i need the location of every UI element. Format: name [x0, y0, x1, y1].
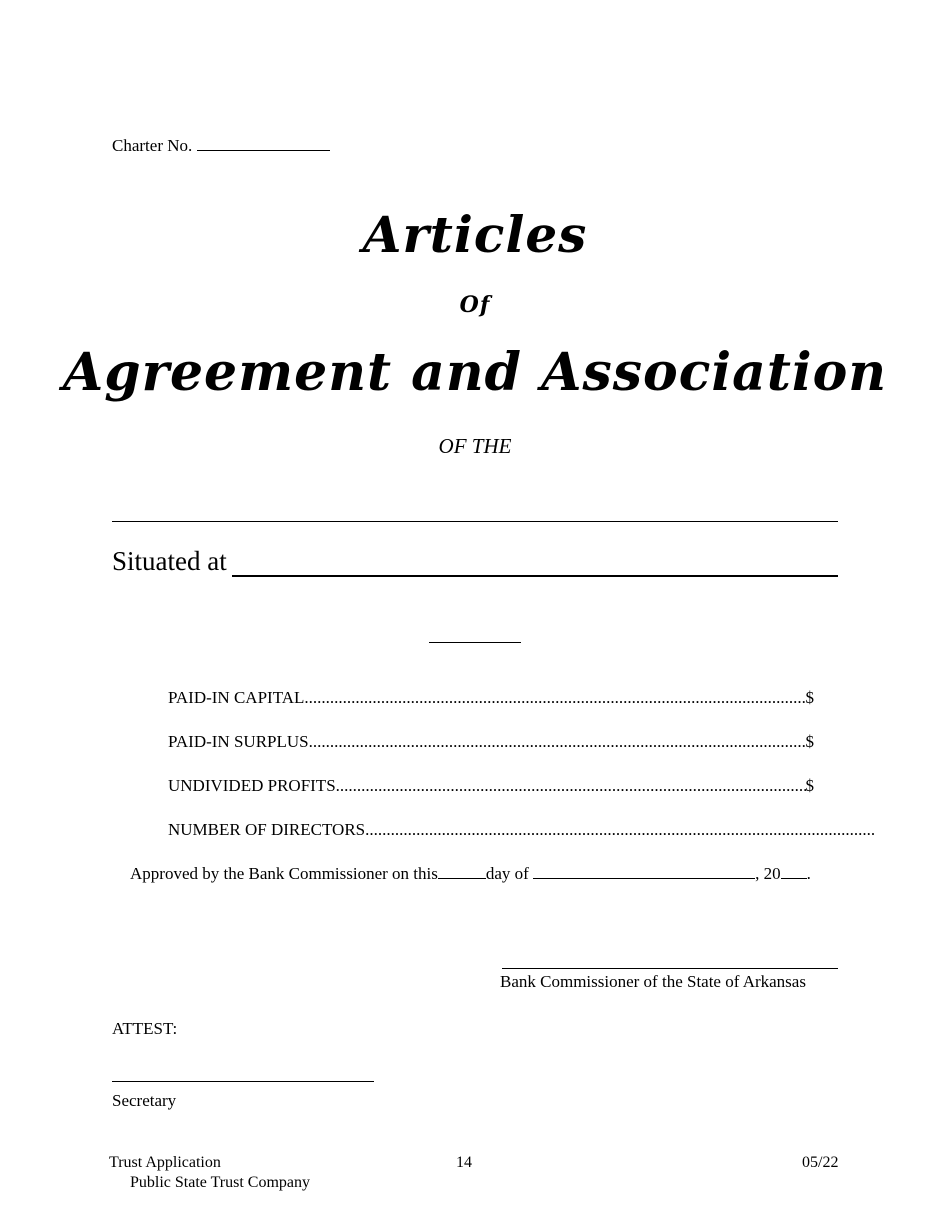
dot-leader: [309, 732, 806, 752]
footer-left-1: Trust Application: [109, 1154, 221, 1171]
company-name-blank[interactable]: [112, 521, 838, 522]
title-articles: Articles: [362, 205, 588, 264]
item-label: PAID-IN SURPLUS: [168, 732, 309, 751]
secretary-label: Secretary: [112, 1091, 177, 1110]
approval-period: .: [806, 864, 811, 883]
item-label: NUMBER OF DIRECTORS: [168, 820, 366, 839]
title-of: Of: [459, 292, 491, 318]
number-of-directors-row: [168, 820, 876, 840]
year-blank[interactable]: [781, 878, 807, 879]
day-blank[interactable]: [438, 878, 486, 879]
dot-leader: [336, 776, 806, 796]
commissioner-label: Bank Commissioner of the State of Arkansas: [500, 972, 806, 991]
paid-in-capital-row: [168, 688, 814, 708]
attest-label: ATTEST:: [112, 1019, 178, 1038]
situated-location-blank[interactable]: [232, 575, 838, 577]
situated-label: Situated at: [112, 546, 227, 576]
secretary-signature-line[interactable]: [112, 1081, 374, 1082]
charter-number-blank[interactable]: [197, 150, 330, 151]
of-the-label: OF THE: [438, 434, 512, 458]
footer-left-2: Public State Trust Company: [130, 1174, 311, 1191]
approval-day-of: day of: [485, 864, 534, 883]
title-agreement-association: Agreement and Association: [62, 342, 888, 403]
footer-date: 05/22: [802, 1154, 839, 1171]
dollar-field[interactable]: $: [805, 732, 814, 751]
charter-label: Charter No.: [112, 136, 193, 155]
paid-in-surplus-row: [168, 732, 814, 752]
approval-year-prefix: , 20: [755, 864, 781, 883]
approval-text: Approved by the Bank Commissioner on this: [130, 864, 438, 883]
dot-leader[interactable]: [365, 820, 876, 840]
month-blank[interactable]: [533, 878, 755, 879]
dot-leader: [304, 688, 805, 708]
page-number: 14: [456, 1154, 472, 1171]
item-label: PAID-IN CAPITAL: [168, 688, 305, 707]
dollar-field[interactable]: $: [805, 688, 814, 707]
approval-line: [130, 864, 811, 884]
dollar-field[interactable]: $: [805, 776, 814, 795]
item-label: UNDIVIDED PROFITS: [168, 776, 336, 795]
commissioner-signature-line[interactable]: [502, 968, 838, 969]
divider: [429, 642, 521, 643]
undivided-profits-row: [168, 776, 814, 796]
charter-number-field[interactable]: [112, 136, 330, 156]
